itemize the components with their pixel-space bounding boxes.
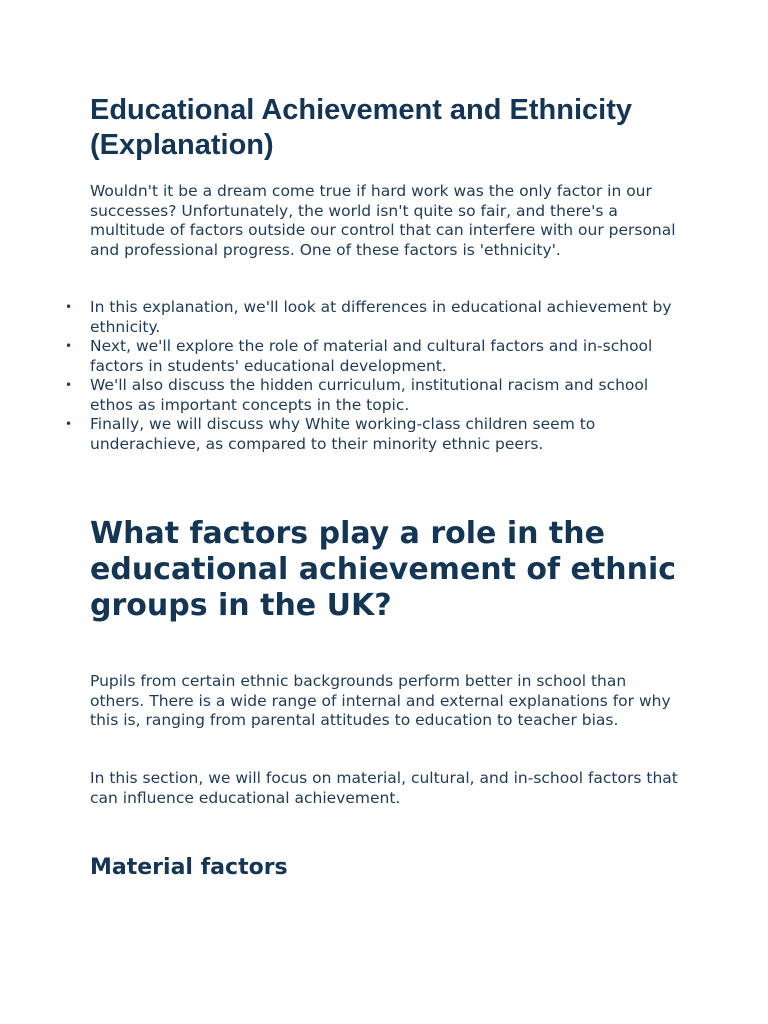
list-item-text: Finally, we will discuss why White working-class children seem to underachieve, as compared to their minority ethnic peers. [90,415,596,453]
article-title: Educational Achievement and Ethnicity (Explanation) [90,94,632,161]
bullet-icon: • [65,378,73,392]
bullet-icon: • [65,300,73,314]
list-item [65,337,680,376]
list-item [65,298,680,337]
overview-bullet-list [65,298,680,454]
section-heading: What factors play a role in the educational achievement of ethnic groups in the UK? [90,516,677,623]
list-item [65,415,680,454]
bullet-icon: • [65,417,73,431]
list-item-text: In this explanation, we'll look at differences in educational achievement by ethnicity. [90,298,672,336]
list-item [65,376,680,415]
section-paragraph: Pupils from certain ethnic backgrounds perform better in school than others. There is a wide range of internal and external explanations for why this is, ranging from parental attitudes to education to teacher bias. [90,672,671,729]
list-item-text: Next, we'll explore the role of material and cultural factors and in-school factors in students' educational development. [90,337,653,375]
intro-paragraph: Wouldn't it be a dream come true if hard work was the only factor in our successes? Unfortunately, the world isn't quite so fair, and there's a multitude of factors outside our control that can interfere with our personal and professional progress. One of these factors is 'ethnicity'. [90,182,676,259]
material-factors-heading: Material factors [90,855,288,880]
section-paragraph: In this section, we will focus on material, cultural, and in-school factors that can influence educational achievement. [90,769,678,807]
list-item-text: We'll also discuss the hidden curriculum, institutional racism and school ethos as important concepts in the topic. [90,376,649,414]
bullet-icon: • [65,339,73,353]
